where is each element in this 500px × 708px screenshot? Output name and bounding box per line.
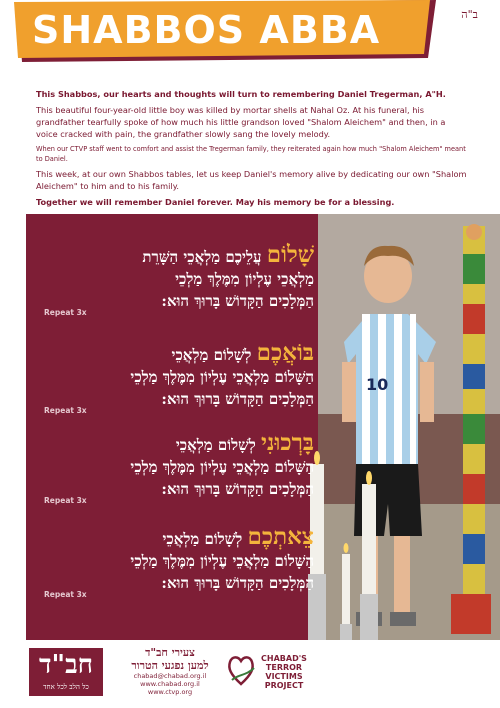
verse-1-line-1 [32, 241, 314, 268]
chabad-logo-text: חב"ד [39, 650, 93, 680]
intro-paragraph-2: This week, at our own Shabbos tables, let us keep Daniel's memory alive by dedicating our own "Shalom Aleichem" to him and to his family. [36, 169, 467, 191]
verse-3-line-1 [32, 429, 314, 456]
intro-note: When our CTVP staff went to comfort and assist the Tregerman family, they reiterated again how much "Shalom Aleichem" meant to Daniel. [36, 145, 466, 163]
email-link[interactable]: chabad@chabad.org.il [133, 672, 207, 680]
verse-3-line-2: הַשָּׁלוֹם מַלְאֲכֵי עֶלְיוֹן מִמֶּלֶךְ מַלְכֵי [130, 458, 314, 476]
intro-paragraph: This beautiful four-year-old little boy was killed by mortar shells at Nahal Oz. At his funeral, his grandfather tearfully spoke of how much his little grandson loved "Shalom Aleichem" and then, in a voice cracked with pain, the grandfather slowly sang the lovely melody. [36, 105, 446, 139]
org-name-line-2: למען נפגעי הטרור [131, 659, 209, 672]
bh-mark: ב"ה [461, 8, 478, 21]
verse-2-line-1 [32, 339, 314, 366]
verse-4-line-3: הַמְּלָכִים הַקָּדוֹשׁ בָּרוּךְ הוּא: [161, 574, 314, 592]
verse-4 [32, 523, 314, 594]
verse-2 [32, 339, 314, 410]
verse-3 [32, 429, 314, 500]
verse-3-line-1-text: לְשָׁלוֹם מַלְאֲכֵי [175, 436, 261, 454]
org-info [118, 646, 222, 696]
website-link-1[interactable]: www.chabad.org.il [140, 680, 200, 688]
song-panel [26, 214, 500, 640]
ctvp-logo-text: CHABAD'S TERROR VICTIMS PROJECT [261, 654, 307, 690]
intro-text [36, 88, 468, 212]
verse-2-first-word: בּוֹאֲכֶם [256, 339, 314, 366]
repeat-label-4: Repeat 3x [44, 590, 87, 599]
verse-3-line-3: הַמְּלָכִים הַקָּדוֹשׁ בָּרוּךְ הוּא: [161, 480, 314, 498]
repeat-label-3: Repeat 3x [44, 496, 87, 505]
verse-4-first-word: צֵאתְכֶם [247, 523, 314, 550]
verse-4-line-2: הַשָּׁלוֹם מַלְאֲכֵי עֶלְיוֹן מִמֶּלֶךְ מַלְכֵי [130, 552, 314, 570]
intro-closing: Together we will remember Daniel forever. May his memory be for a blessing. [36, 197, 395, 207]
verse-1 [32, 241, 314, 312]
verse-1-first-word: שָׁלוֹם [266, 241, 314, 268]
repeat-label-1: Repeat 3x [44, 308, 87, 317]
ctvp-heart-icon [226, 650, 256, 690]
verse-2-line-3: הַמְּלָכִים הַקָּדוֹשׁ בָּרוּךְ הוּא: [161, 390, 314, 408]
page-title: SHABBOS ABBA [32, 8, 381, 52]
verse-4-line-1 [32, 523, 314, 550]
repeat-label-2: Repeat 3x [44, 406, 87, 415]
verse-1-line-3: הַמְּלָכִים הַקָּדוֹשׁ בָּרוּךְ הוּא: [161, 292, 314, 310]
verse-2-line-1-text: לְשָׁלוֹם מַלְאֲכֵי [171, 346, 257, 364]
verse-2-line-2: הַשָּׁלוֹם מַלְאֲכֵי עֶלְיוֹן מִמֶּלֶךְ מַלְכֵי [130, 368, 314, 386]
intro-heading: This Shabbos, our hearts and thoughts will turn to remembering Daniel Tregerman, A"H. [36, 89, 446, 99]
verse-1-line-1-text: עֲלֵיכֶם מַלְאֲכֵי הַשָּׁרֵת [142, 248, 267, 266]
shirt-number: 10 [366, 375, 389, 394]
chabad-logo-tagline: כל הלב לכל אחד [43, 683, 89, 691]
website-link-2[interactable]: www.ctvp.org [147, 688, 193, 696]
verse-3-first-word: בָּרְכוּנִי [260, 429, 314, 456]
verse-1-line-2: מַלְאֲכֵי עֶלְיוֹן מִמֶּלֶךְ מַלְכֵי [175, 270, 314, 288]
org-name-line-1: צעירי חב"ד [145, 646, 195, 659]
verse-4-line-1-text: לְשָׁלוֹם מַלְאֲכֵי [162, 530, 248, 548]
